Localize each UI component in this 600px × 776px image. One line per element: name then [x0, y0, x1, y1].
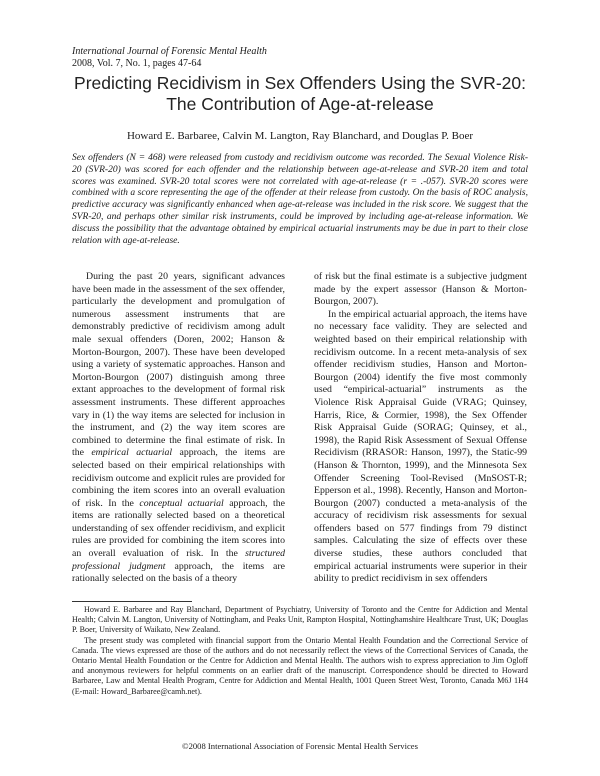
text-run: approach, the items are rationally selected based on a theoretical understanding of sex offender recidivism, and explicit rules are provided for combining the item scores into an overall evaluation of risk. In the: [72, 497, 286, 560]
term-empirical-actuarial: empirical actuarial: [91, 447, 173, 459]
journal-header: [72, 46, 267, 69]
title-line-1: Predicting Recidivism in Sex Offenders Using the SVR-20:: [74, 73, 526, 93]
text-run: During the past 20 years, significant advances have been made in the assessment of the sex offender, particularly the development and promulgation of numerous assessment instruments that are demonstrably predictive of recidivism among adult male sexual offenders (Doren, 2002; Hanson & Morton-Bourgon, 2007). These have been developed using a variety of systematic approaches. Hanson and Morton-Bourgon (2007) distinguish among three extant approaches to the development of formal risk assessment instruments. These different approaches vary in (1) the way items are selected for inclusion in the instrument, and (2) the way item scores are combined to determine the final estimate of risk. In the: [72, 271, 285, 459]
right-column: [314, 271, 527, 586]
article-title: [60, 73, 540, 115]
footnote-support: The present study was completed with financial support from the Ontario Mental Health Foundation and the Correctional Service of Canada. The views expressed are those of the authors and do not necessarily reflect the views of the Correctional Services of Canada, the Ontario Mental Health Foundation or the Centre for Addiction and Mental Health. The authors wish to express appreciation to Jim Ogloff and anonymous reviewers for helpful comments on an earlier draft of the manuscript. Correspondence should be directed to Howard Barbaree, Law and Mental Health Program, Centre for Addiction and Mental Health, 1001 Queen Street West, Toronto, Canada M6J 1H4 (E-mail: Howard_Barbaree@camh.net).: [72, 635, 528, 696]
title-line-2: The Contribution of Age-at-release: [166, 94, 434, 114]
author-list: Howard E. Barbaree, Calvin M. Langton, Ray Blanchard, and Douglas P. Boer: [126, 130, 474, 142]
text-run: approach, the items are rationally selected on the basis of a theory: [72, 560, 285, 585]
right-paragraph-2: In the empirical actuarial approach, the items have no necessary face validity. They are selected and weighted based on their empirical relationship with recidivism outcome. In a recent meta-analysis of sex offender recidivism studies, Hanson and Morton-Bourgon (2004) identify the five most commonly used “empirical-actuarial” instruments as the Violence Risk Appraisal Guide (VRAG; Quinsey, Harris, Rice, & Cormier, 1998), the Sex Offender Risk Appraisal Guide (SORAG; Quinsey, et al., 1998), the Rapid Risk Assessment of Sexual Offense Recidivism (RRASOR: Hanson, 1997), the Static-99 (Hanson & Thornton, 1999), and the Minnesota Sex Offender Screening Tool-Revised (MnSOST-R; Epperson et al., 1998). Recently, Hanson and Morton-Bourgon (2007) conducted a meta-analysis of the accuracy of recidivism risk assessments for sexual offenders based on 577 findings from 79 distinct samples. Calculating the size of effects over these diverse studies, these authors concluded that empirical actuarial instruments were superior in their ability to predict recidivism in sex offenders: [314, 308, 527, 585]
abstract: Sex offenders (N = 468) were released from custody and recidivism outcome was recorded. The Sexual Violence Risk-20 (SVR-20) was scored for each offender and the relationship between age-at-release and SVR-20 item and total scores was examined. SVR-20 total scores were not correlated with age-at-release (r = .-057). SVR-20 scores were combined with a score representing the age of the offender at their release from custody. On the basis of ROC analysis, predictive accuracy was significantly enhanced when age-at-release was included in the risk score. We suggest that the SVR-20, and perhaps other similar risk instruments, could be improved by including age-at-release information. We discuss the possibility that the advantage obtained by empirical actuarial instruments may be due in part to their close relation with age-at-release.: [72, 153, 528, 246]
term-structured-professional-judgment: structured professional judgment: [72, 548, 285, 572]
journal-issue: 2008, Vol. 7, No. 1, pages 47-64: [72, 57, 202, 69]
journal-name: International Journal of Forensic Mental Health: [72, 46, 267, 57]
footnotes: [72, 605, 528, 697]
left-paragraph: [72, 271, 285, 586]
right-paragraph-1: of risk but the final estimate is a subjective judgment made by the expert assessor (Hanson & Morton-Bourgon, 2007).: [314, 271, 527, 308]
copyright-notice: ©2008 International Association of Forensic Mental Health Services: [182, 741, 418, 751]
term-conceptual-actuarial: conceptual actuarial: [139, 497, 224, 509]
text-run: approach, the items are selected based on their empirical relationships with recidivism outcome and explicit rules are provided for combining the item scores into an overall evaluation of risk. In the: [72, 447, 286, 509]
footnote-affiliations: Howard E. Barbaree and Ray Blanchard, Department of Psychiatry, University of Toronto and the Centre for Addiction and Mental Health; Calvin M. Langton, University of Nottingham, and Peaks Unit, Rampton Hospital, Nottinghamshire Healthcare Trust, UK; Douglas P. Boer, University of Waikato, New Zealand.: [72, 605, 528, 635]
footnote-rule: [72, 601, 192, 602]
left-column: [72, 271, 285, 586]
